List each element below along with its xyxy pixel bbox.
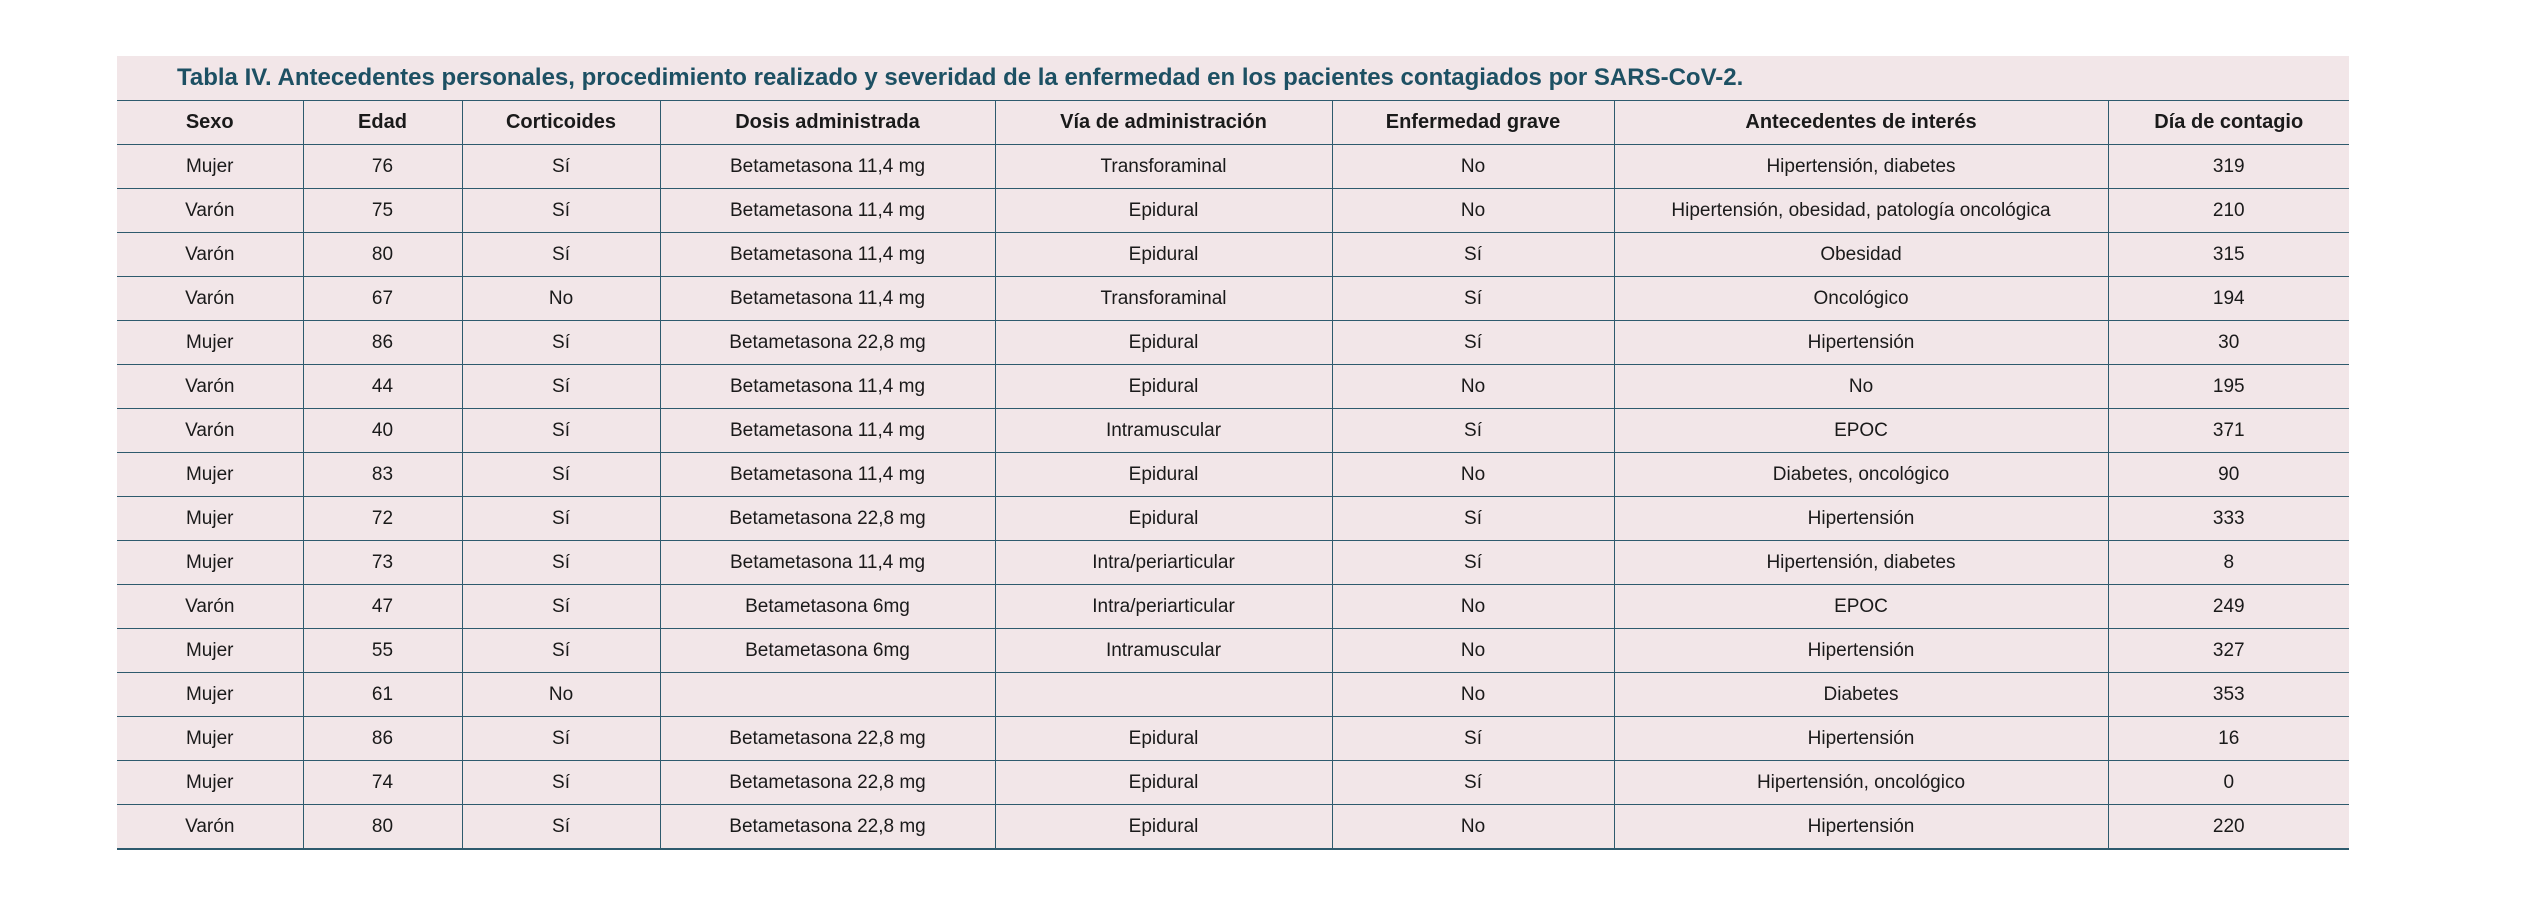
table-cell: Hipertensión, obesidad, patología oncológica bbox=[1614, 189, 2108, 233]
table-cell: Mujer bbox=[117, 453, 303, 497]
table-cell: Sí bbox=[462, 321, 660, 365]
table-cell: 371 bbox=[2108, 409, 2349, 453]
table-cell: Sí bbox=[462, 717, 660, 761]
table-cell: 74 bbox=[303, 761, 462, 805]
table-row bbox=[117, 629, 2349, 673]
table-cell: Hipertensión bbox=[1614, 805, 2108, 850]
table-cell: 315 bbox=[2108, 233, 2349, 277]
table-cell: 75 bbox=[303, 189, 462, 233]
table-cell: Sí bbox=[1332, 321, 1614, 365]
table-cell: 76 bbox=[303, 145, 462, 189]
table-cell: Intra/periarticular bbox=[995, 585, 1332, 629]
table-cell: Varón bbox=[117, 365, 303, 409]
table-row bbox=[117, 453, 2349, 497]
table-row bbox=[117, 189, 2349, 233]
table-title: Tabla IV. Antecedentes personales, procedimiento realizado y severidad de la enfermedad en los pacientes contagiados por SARS-CoV-2. bbox=[117, 56, 2349, 101]
table-cell: Sí bbox=[462, 189, 660, 233]
table-cell: Sí bbox=[462, 145, 660, 189]
table-cell: Sí bbox=[462, 805, 660, 850]
table-cell: Epidural bbox=[995, 497, 1332, 541]
table-row bbox=[117, 497, 2349, 541]
table-cell: Sí bbox=[462, 409, 660, 453]
column-header: Edad bbox=[303, 101, 462, 145]
table-cell: Hipertensión bbox=[1614, 497, 2108, 541]
table-cell: 220 bbox=[2108, 805, 2349, 850]
table-cell: Betametasona 11,4 mg bbox=[660, 277, 995, 321]
table-cell: 73 bbox=[303, 541, 462, 585]
table-cell: Varón bbox=[117, 189, 303, 233]
column-header: Antecedentes de interés bbox=[1614, 101, 2108, 145]
table-row bbox=[117, 541, 2349, 585]
table-cell: Hipertensión bbox=[1614, 717, 2108, 761]
table-cell: No bbox=[462, 277, 660, 321]
table-cell: Mujer bbox=[117, 145, 303, 189]
table-cell: 210 bbox=[2108, 189, 2349, 233]
table-cell: Sí bbox=[1332, 409, 1614, 453]
table-cell: No bbox=[1332, 453, 1614, 497]
table-cell: 40 bbox=[303, 409, 462, 453]
table-cell: 8 bbox=[2108, 541, 2349, 585]
table-cell: 44 bbox=[303, 365, 462, 409]
table-cell: Sí bbox=[462, 453, 660, 497]
table-cell: Sí bbox=[462, 365, 660, 409]
table-cell: 16 bbox=[2108, 717, 2349, 761]
table-cell: Betametasona 6mg bbox=[660, 629, 995, 673]
table-cell: Sí bbox=[462, 761, 660, 805]
table-cell: Intramuscular bbox=[995, 629, 1332, 673]
table-row bbox=[117, 409, 2349, 453]
table-cell: 61 bbox=[303, 673, 462, 717]
table-container bbox=[117, 56, 2349, 850]
table-cell: Betametasona 11,4 mg bbox=[660, 453, 995, 497]
table-cell: 86 bbox=[303, 321, 462, 365]
table-cell: Diabetes bbox=[1614, 673, 2108, 717]
patients-table bbox=[117, 101, 2349, 850]
table-cell: 55 bbox=[303, 629, 462, 673]
column-header: Dosis administrada bbox=[660, 101, 995, 145]
table-cell: No bbox=[1332, 145, 1614, 189]
table-cell: No bbox=[1614, 365, 2108, 409]
table-cell: 86 bbox=[303, 717, 462, 761]
table-cell: Varón bbox=[117, 805, 303, 850]
table-cell: Betametasona 22,8 mg bbox=[660, 497, 995, 541]
table-row bbox=[117, 365, 2349, 409]
table-row bbox=[117, 761, 2349, 805]
table-cell: 0 bbox=[2108, 761, 2349, 805]
table-cell: Transforaminal bbox=[995, 145, 1332, 189]
table-cell: Epidural bbox=[995, 805, 1332, 850]
table-cell: Intra/periarticular bbox=[995, 541, 1332, 585]
table-cell: Betametasona 11,4 mg bbox=[660, 365, 995, 409]
table-cell: 67 bbox=[303, 277, 462, 321]
table-cell: Varón bbox=[117, 585, 303, 629]
table-cell: Sí bbox=[462, 497, 660, 541]
table-cell: Mujer bbox=[117, 673, 303, 717]
table-row bbox=[117, 673, 2349, 717]
table-row bbox=[117, 321, 2349, 365]
column-header: Sexo bbox=[117, 101, 303, 145]
table-cell: Hipertensión bbox=[1614, 321, 2108, 365]
table-cell bbox=[660, 673, 995, 717]
table-cell: EPOC bbox=[1614, 585, 2108, 629]
table-cell: Epidural bbox=[995, 189, 1332, 233]
table-cell: Sí bbox=[1332, 541, 1614, 585]
column-header: Enfermedad grave bbox=[1332, 101, 1614, 145]
table-cell: Mujer bbox=[117, 761, 303, 805]
table-cell: Betametasona 11,4 mg bbox=[660, 145, 995, 189]
table-cell: Sí bbox=[462, 233, 660, 277]
table-cell: Diabetes, oncológico bbox=[1614, 453, 2108, 497]
table-cell: Betametasona 22,8 mg bbox=[660, 321, 995, 365]
table-cell: Betametasona 11,4 mg bbox=[660, 409, 995, 453]
table-cell: Sí bbox=[462, 629, 660, 673]
table-cell: 249 bbox=[2108, 585, 2349, 629]
table-cell: Betametasona 22,8 mg bbox=[660, 805, 995, 850]
table-cell: Hipertensión, oncológico bbox=[1614, 761, 2108, 805]
table-cell: Mujer bbox=[117, 717, 303, 761]
table-cell: No bbox=[1332, 629, 1614, 673]
table-cell: 47 bbox=[303, 585, 462, 629]
column-header: Día de contagio bbox=[2108, 101, 2349, 145]
table-cell: Intramuscular bbox=[995, 409, 1332, 453]
table-cell: Mujer bbox=[117, 497, 303, 541]
table-cell: 83 bbox=[303, 453, 462, 497]
table-cell: Epidural bbox=[995, 321, 1332, 365]
table-cell: No bbox=[1332, 673, 1614, 717]
column-header: Vía de administración bbox=[995, 101, 1332, 145]
table-row bbox=[117, 233, 2349, 277]
table-cell: EPOC bbox=[1614, 409, 2108, 453]
table-cell: Betametasona 11,4 mg bbox=[660, 233, 995, 277]
table-row bbox=[117, 585, 2349, 629]
table-cell: Epidural bbox=[995, 717, 1332, 761]
table-cell: Sí bbox=[1332, 497, 1614, 541]
table-row bbox=[117, 145, 2349, 189]
table-cell: Hipertensión, diabetes bbox=[1614, 145, 2108, 189]
table-cell: Sí bbox=[462, 585, 660, 629]
table-cell: Betametasona 22,8 mg bbox=[660, 761, 995, 805]
table-cell: 90 bbox=[2108, 453, 2349, 497]
table-cell: Sí bbox=[1332, 277, 1614, 321]
table-cell: 333 bbox=[2108, 497, 2349, 541]
table-cell: Obesidad bbox=[1614, 233, 2108, 277]
table-cell: Mujer bbox=[117, 629, 303, 673]
table-cell: 195 bbox=[2108, 365, 2349, 409]
table-cell: Hipertensión bbox=[1614, 629, 2108, 673]
table-cell: No bbox=[1332, 585, 1614, 629]
table-cell: Varón bbox=[117, 409, 303, 453]
table-cell: Betametasona 22,8 mg bbox=[660, 717, 995, 761]
table-cell: Oncológico bbox=[1614, 277, 2108, 321]
table-cell: Hipertensión, diabetes bbox=[1614, 541, 2108, 585]
table-cell: No bbox=[1332, 365, 1614, 409]
table-cell: Sí bbox=[1332, 717, 1614, 761]
table-cell: 80 bbox=[303, 805, 462, 850]
table-cell: 30 bbox=[2108, 321, 2349, 365]
table-cell: 353 bbox=[2108, 673, 2349, 717]
table-cell: Betametasona 11,4 mg bbox=[660, 189, 995, 233]
table-cell: Varón bbox=[117, 277, 303, 321]
table-cell: Sí bbox=[462, 541, 660, 585]
table-cell: Transforaminal bbox=[995, 277, 1332, 321]
table-cell: 319 bbox=[2108, 145, 2349, 189]
column-header: Corticoides bbox=[462, 101, 660, 145]
table-cell: 194 bbox=[2108, 277, 2349, 321]
table-cell: Epidural bbox=[995, 365, 1332, 409]
table-body bbox=[117, 145, 2349, 850]
table-cell: Varón bbox=[117, 233, 303, 277]
header-row bbox=[117, 101, 2349, 145]
table-cell: Epidural bbox=[995, 761, 1332, 805]
table-cell: Betametasona 6mg bbox=[660, 585, 995, 629]
table-cell: No bbox=[1332, 805, 1614, 850]
table-cell: 80 bbox=[303, 233, 462, 277]
table-cell: Betametasona 11,4 mg bbox=[660, 541, 995, 585]
table-cell: 72 bbox=[303, 497, 462, 541]
table-cell: No bbox=[462, 673, 660, 717]
table-cell: Epidural bbox=[995, 453, 1332, 497]
table-row bbox=[117, 805, 2349, 850]
table-cell: Sí bbox=[1332, 761, 1614, 805]
table-row bbox=[117, 277, 2349, 321]
table-row bbox=[117, 717, 2349, 761]
table-cell: No bbox=[1332, 189, 1614, 233]
table-cell: Epidural bbox=[995, 233, 1332, 277]
table-cell: Mujer bbox=[117, 541, 303, 585]
table-cell bbox=[995, 673, 1332, 717]
table-cell: Sí bbox=[1332, 233, 1614, 277]
table-cell: 327 bbox=[2108, 629, 2349, 673]
table-cell: Mujer bbox=[117, 321, 303, 365]
